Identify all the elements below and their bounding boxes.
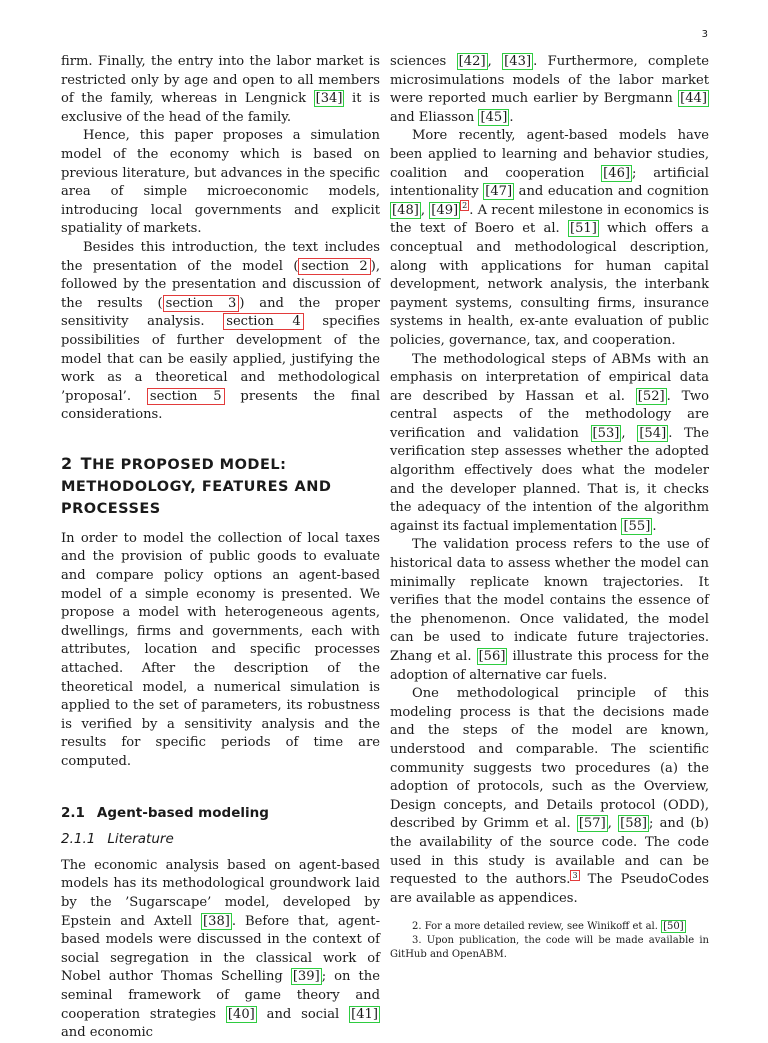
text: The validation process refers to the use of historical data to assess whether the model can minimally replicate known trajectories. It verifies that the model contains the essence of the phenomenon. Once validated, the model can be used to indicate future trajectories. Zhang et al. <box>390 537 709 664</box>
citation-link[interactable]: [43] <box>504 54 532 69</box>
citation-link[interactable]: [47] <box>485 184 513 200</box>
subsection-title: Agent-based modeling <box>96 804 269 821</box>
text: ), followed by the presentation and discussion of the results ( <box>61 258 381 311</box>
right-paragraph-4 <box>390 536 709 685</box>
text: . Furthermore, complete microsimulations models of the labor market were reported much earlier by Bergmann <box>390 54 710 107</box>
right-column <box>390 53 709 908</box>
section-title: HE PROPOSED MODEL: METHODOLOGY, FEATURES AND PROCESSES <box>61 456 332 517</box>
right-paragraph-3 <box>390 351 709 537</box>
citation-link[interactable]: [40] <box>227 1006 255 1022</box>
left-paragraph-3 <box>61 239 380 425</box>
citation-link[interactable]: [48] <box>392 202 419 218</box>
text: ; artificial intentionality <box>390 165 709 200</box>
right-paragraph-1 <box>390 53 709 127</box>
citation-link[interactable]: [45] <box>480 109 508 125</box>
text: . Two central aspects of the methodology are verification and validation <box>390 388 710 441</box>
section-number: 2 <box>61 453 73 473</box>
citation-link[interactable]: [39] <box>292 969 320 985</box>
text: presents the final considerations. <box>61 388 381 423</box>
citation-link[interactable]: [52] <box>637 388 665 404</box>
citation-link[interactable]: [55] <box>623 518 651 534</box>
section-link[interactable]: section 2 <box>298 258 370 275</box>
left-paragraph-5 <box>61 857 380 1043</box>
citation-link[interactable]: [54] <box>639 425 667 441</box>
text: , <box>487 54 503 69</box>
text: ) and the proper sensitivity analysis. <box>61 295 380 330</box>
section-link[interactable]: section 5 <box>147 388 225 405</box>
text: and social <box>256 1006 350 1022</box>
subsubsection-title: Literature <box>107 831 174 848</box>
section-link[interactable]: section 4 <box>223 313 304 330</box>
left-paragraph-4: In order to model the collection of local taxes and the provision of public goods to evaluate and compare policy options an agent-based model of a simple economy is presented. We propose a model with heterogeneous agents, dwellings, firms and governments, each with attributes, location and specific processes attached. After the description of the theoretical model, a numerical simulation is applied to the set of parameters, its robustness is verified by a sensitivity analysis and the results for specific periods of time are computed. <box>61 530 380 769</box>
footnote-2 <box>390 920 709 934</box>
citation-link[interactable]: [51] <box>569 221 597 237</box>
footnote-3: 3. Upon publication, the code will be made available in GitHub and OpenABM. <box>390 935 709 960</box>
text: . <box>509 109 514 125</box>
right-paragraph-2 <box>390 127 709 350</box>
footnote-mark[interactable]: 2 <box>462 201 468 211</box>
citation-link[interactable]: [38] <box>203 913 230 929</box>
text: . Before that, agent-based models were discussed in the context of social segregation in the classical work of Nobel author Thomas Schelling <box>61 913 380 985</box>
right-paragraph-5 <box>390 685 709 908</box>
citation-link[interactable]: [42] <box>458 54 486 69</box>
citation-link[interactable]: [50] <box>663 921 684 932</box>
section-link[interactable]: section 3 <box>163 295 240 312</box>
text: The PseudoCodes are available as appendices. <box>390 872 710 906</box>
text: . <box>652 518 657 534</box>
text: , <box>607 816 619 832</box>
text: and Eliasson <box>390 109 479 125</box>
left-paragraph-1 <box>61 53 380 127</box>
text: The methodological steps of ABMs with an emphasis on interpretation of empirical data are described by Hassan et al. <box>390 351 709 404</box>
left-paragraph-2: Hence, this paper proposes a simulation model of the economy which is based on previous literature, but advances in the specific area of simple microeconomic models, introducing local governments and explicit spatiality of markets. <box>61 128 380 237</box>
text: , <box>420 202 430 218</box>
section-title-initial: T <box>80 453 93 473</box>
subsection-heading <box>61 804 380 823</box>
text: . The verification step assesses whether the adopted algorithm effectively does what the modeler and the developer planned. That is, it checks the adequacy of the intention of the algorithm against its factual implementation <box>390 425 709 534</box>
text: ; and (b) the availability of the source code. The code used in this study is available and can be requested to the authors. <box>390 816 710 888</box>
citation-link[interactable]: [57] <box>578 816 606 832</box>
text: Besides this introduction, the text includes the presentation of the model ( <box>61 239 380 274</box>
page-number: 3 <box>701 29 708 40</box>
text: The economic analysis based on agent-based models has its methodological groundwork laid by the ’Sugarscape’ model, developed by Epstein and Axtell <box>61 857 380 929</box>
text: it is exclusive of the head of the family. <box>61 91 380 125</box>
footnote-mark[interactable]: 3 <box>572 870 578 880</box>
text: which offers a conceptual and methodological description, along with applications for human capital development, network analysis, the interbank payment systems, consulting firms, insurance systems in health, ex-ante evaluation of public policies, governance, tax, and cooperation. <box>390 221 709 348</box>
text: One methodological principle of this modeling process is that the decisions made and the steps of the model are known, understood and comparable. The scientific community suggests two procedures (a) the adoption of protocols, such as the Overview, Design concepts, and Details protocol (ODD), described by Grimm et al. <box>390 686 709 832</box>
text: and economic <box>61 1025 154 1041</box>
left-column <box>61 53 380 1043</box>
citation-link[interactable]: [49] <box>431 202 459 218</box>
text: More recently, agent-based models have been applied to learning and behavior studies, coalition and cooperation <box>390 128 709 181</box>
citation-link[interactable]: [53] <box>592 425 620 441</box>
subsubsection-number: 2.1.1 <box>61 831 96 848</box>
text: 2. For a more detailed review, see Winikoff et al. <box>412 921 662 932</box>
subsubsection-heading <box>61 830 380 849</box>
citation-link[interactable]: [34] <box>315 91 343 107</box>
footnotes <box>390 920 709 962</box>
text: and education and cognition <box>514 184 709 200</box>
citation-link[interactable]: [44] <box>680 91 707 107</box>
text: sciences <box>390 54 457 69</box>
citation-link[interactable]: [41] <box>351 1006 378 1022</box>
text: illustrate this process for the adoption of alternative car fuels. <box>390 649 709 683</box>
text: , <box>621 425 638 441</box>
text: ; on the seminal framework of game theory and cooperation strategies <box>61 969 380 1022</box>
citation-link[interactable]: [58] <box>620 816 647 832</box>
text: . A recent milestone in economics is the text of Boero et al. <box>390 202 710 237</box>
text: specifies possibilities of further development of the model that can be easily applied, justifying the work as a theoretical and methodological ’proposal’. <box>61 314 380 404</box>
subsection-number: 2.1 <box>61 804 85 821</box>
section-heading <box>61 453 380 520</box>
citation-link[interactable]: [56] <box>478 649 506 664</box>
citation-link[interactable]: [46] <box>603 165 631 181</box>
text: firm. Finally, the entry into the labor market is restricted only by age and open to all members of the family, whereas in Lengnick <box>61 54 380 107</box>
